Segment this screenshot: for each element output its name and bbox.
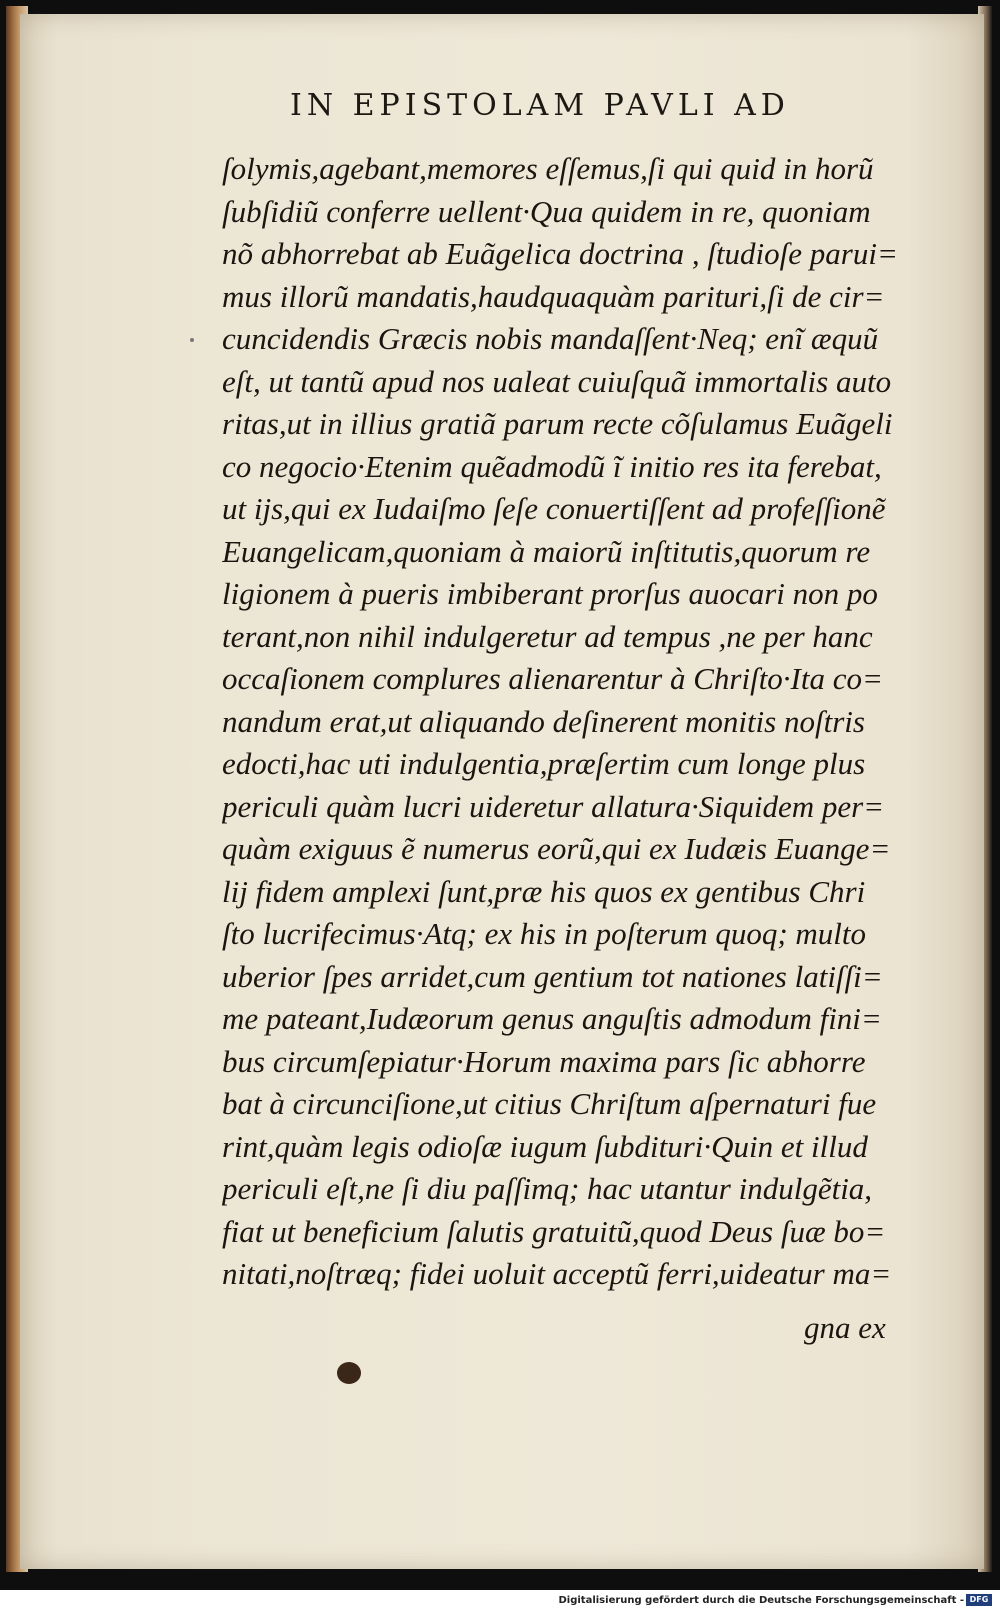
text-line: Euangelicam,quoniam à maiorũ inſtitutis,quorum re [222,533,871,569]
text-line: nõ abhorrebat ab Euãgelica doctrina , ſtudioſe parui= [222,236,898,271]
text-line: lij fidem amplexi ſunt,præ his quos ex gentibus Chri [222,873,866,909]
text-line: mus illorũ mandatis,haudquaquàm parituri,ſi de cir= [222,278,885,314]
text-line: bus circumſepiatur·Horum maxima pars ſic abhorre [222,1043,866,1079]
text-line: periculi eſt,ne ſi diu paſſimq; hac utantur indulgẽtia, [222,1171,873,1206]
text-line: eſt, ut tantũ apud nos ualeat cuiuſquã immortalis auto [222,363,892,399]
text-line: co negocio·Etenim quẽadmodũ ĩ initio res ita ferebat, [222,448,882,484]
text-line: ligionem à pueris imbiberant prorſus auocari non po [222,576,878,611]
text-line: occaſionem complures alienarentur à Chriſto·Ita co= [222,661,883,696]
digitization-credit: Digitalisierung gefördert durch die Deutsche Forschungsgemeinschaft - [558,1595,964,1606]
body-text [222,148,922,1328]
catchword: gna ex [804,1310,886,1345]
text-line: cuncidendis Græcis nobis mandaſſent·Neq; enĩ æquũ [222,321,879,356]
text-line: ritas,ut in illius gratiã parum recte cõſulamus Euãgeli [222,406,893,441]
ink-blot [337,1362,361,1384]
text-line: nandum erat,ut aliquando deſinerent monitis noſtris [222,703,865,739]
text-line: uberior ſpes arridet,cum gentium tot nationes latiſſi= [222,958,883,994]
text-line: ut ijs,qui ex Iudaiſmo ſeſe conuertiſſent ad profeſſionẽ [222,491,886,526]
margin-mark [190,338,194,342]
text-line: terant,non nihil indulgeretur ad tempus ,ne per hanc [222,618,873,654]
text-line: periculi quàm lucri uideretur allatura·Siquidem per= [222,788,885,824]
text-line: ſolymis,agebant,memores eſſemus,ſi qui quid in horũ [222,151,874,186]
text-line: ſto lucrifecimus·Atq; ex his in poſterum quoq; multo [222,916,867,951]
text-line: nitati,noſtræq; fidei uoluit acceptũ ferri,uideatur ma= [222,1256,892,1291]
text-line: quàm exiguus ẽ numerus eorũ,qui ex Iudæis Euange= [222,831,891,866]
text-line: bat à circunciſione,ut citius Chriſtum aſpernaturi fue [222,1086,877,1121]
running-header: IN EPISTOLAM PAVLI AD [290,88,790,123]
text-line: edocti,hac uti indulgentia,præſertim cum longe plus [222,746,866,781]
text-line: rint,quàm legis odioſæ iugum ſubdituri·Quin et illud [222,1128,868,1164]
text-line: me pateant,Iudæorum genus anguſtis admodum fini= [222,1001,882,1036]
text-line: ſubſidiũ conferre uellent·Qua quidem in re, quoniam [222,193,871,229]
text-line: fiat ut beneficium ſalutis gratuitũ,quod Deus ſuæ bo= [222,1213,886,1249]
dfg-logo-icon: DFG [966,1594,992,1606]
